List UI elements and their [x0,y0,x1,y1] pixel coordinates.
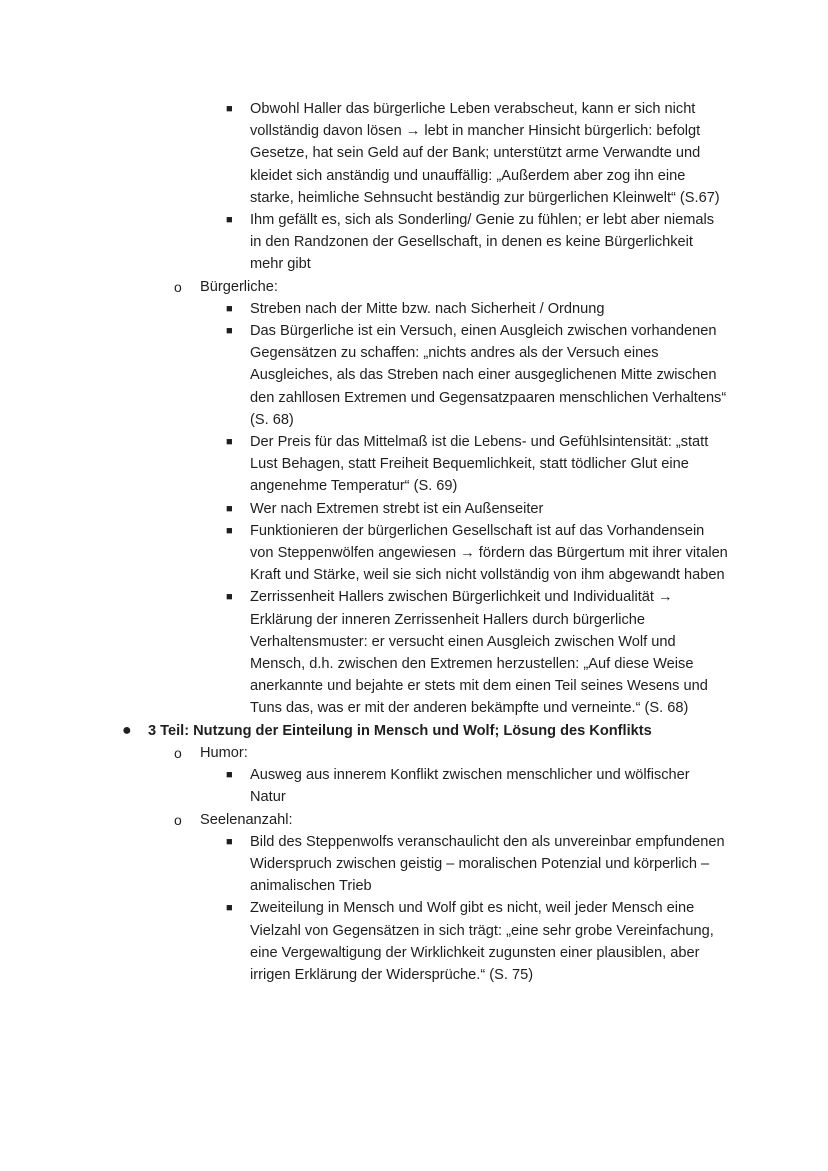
circle-bullet-icon: o [174,811,182,828]
list-item [0,831,828,898]
square-bullet-icon: ■ [226,302,233,315]
list-item [0,298,828,320]
list-item [0,498,828,520]
sublist-buergerliche [0,276,828,720]
list-item-text: Funktionieren der bürgerlichen Gesellschaft ist auf das Vorhandensein von Steppenwölfen angewiesen → fördern das Bürgertum mit ihrer vitalen Kraft und Stärke, weil sie sich nicht vollständig von ihm abgewandt haben [250,522,728,584]
square-bullet-icon: ■ [226,436,233,449]
continued-list [0,98,828,276]
buergerliche-points [0,298,828,720]
list-item-text: Ihm gefällt es, sich als Sonderling/ Genie zu fühlen; er lebt aber niemals in den Randzonen der Gesellschaft, in denen es keine Bürgerlichkeit mehr gibt [250,212,715,273]
square-bullet-icon: ■ [226,591,233,604]
part3-sublist [0,742,828,986]
round-bullet-icon: ● [122,721,132,739]
circle-bullet-icon: o [174,278,182,295]
section-part3 [0,720,828,986]
sublist-label: Bürgerliche: [200,278,278,295]
list-item [0,98,828,209]
list-item [0,764,828,808]
sublist-item-humor [0,742,828,809]
list-item [0,586,828,719]
list-item [0,209,828,276]
document-page [0,98,828,986]
square-bullet-icon: ■ [226,214,233,227]
humor-points [0,764,828,808]
sublist-item-seelenanzahl [0,809,828,987]
list-item-text: Zweiteilung in Mensch und Wolf gibt es nicht, weil jeder Mensch eine Vielzahl von Gegensätzen in sich trägt: „eine sehr grobe Vereinfachung, eine Vergewaltigung der Wirklichkeit zugunsten einer plausiblen, aber irrigen Erklärung der Widersprüche.“ (S. 75) [250,900,714,983]
list-item-text: Bild des Steppenwolfs veranschaulicht den als unvereinbar empfundenen Widerspruch zwischen geistig – moralischen Potenzial und körperlich – animalischen Trieb [250,833,725,895]
square-bullet-icon: ■ [226,769,233,782]
list-item-text: Ausweg aus innerem Konflikt zwischen menschlicher und wölfischer Natur [250,767,690,806]
list-item-text: Das Bürgerliche ist ein Versuch, einen Ausgleich zwischen vorhandenen Gegensätzen zu schaffen: „nichts andres als der Versuch eines Ausgleiches, als das Streben nach einer ausgeglichenen Mitte zwischen den zahllosen Extremen und Gegensatzpaaren menschlichen Verhaltens“ (S. 68) [250,323,727,428]
list-item [0,431,828,498]
list-item-text: Obwohl Haller das bürgerliche Leben verabscheut, kann er sich nicht vollständig davon lösen → lebt in mancher Hinsicht bürgerlich: befolgt Gesetze, hat sein Geld auf der Bank; unterstützt arme Verwandte und kleidet sich anständig und unauffällig: „Außerdem aber zog ihn eine starke, heimliche Sehnsucht beständig zur bürgerlichen Kleinwelt“ (S.67) [250,101,720,206]
list-item [0,520,828,587]
square-bullet-icon: ■ [226,524,233,537]
circle-bullet-icon: o [174,744,182,761]
square-bullet-icon: ■ [226,902,233,915]
list-item-text: Streben nach der Mitte bzw. nach Sicherheit / Ordnung [250,300,605,317]
square-bullet-icon: ■ [226,325,233,338]
sublist-item-buergerliche [0,276,828,720]
list-item [0,897,828,986]
list-item [0,320,828,431]
list-item-text: Der Preis für das Mittelmaß ist die Lebens- und Gefühlsintensität: „statt Lust Behagen, statt Freiheit Bequemlichkeit, statt tödlicher Glut eine angenehme Temperatur“ (S. 69) [250,434,709,495]
sublist-label: Humor: [200,744,248,761]
seelenanzahl-points [0,831,828,986]
sublist-label: Seelenanzahl: [200,811,293,828]
square-bullet-icon: ■ [226,103,233,115]
list-item-text: Wer nach Extremen strebt ist ein Außenseiter [250,500,544,517]
square-bullet-icon: ■ [226,835,233,848]
square-bullet-icon: ■ [226,502,233,515]
top-level-list [0,720,828,986]
section-heading: 3 Teil: Nutzung der Einteilung in Mensch und Wolf; Lösung des Konflikts [148,722,652,739]
list-item-text: Zerrissenheit Hallers zwischen Bürgerlichkeit und Individualität → Erklärung der inneren Zerrissenheit Hallers durch bürgerliche Verhaltensmuster: er versucht einen Ausgleich zwischen Wolf und Mensch, d.h. zwischen den Extremen herzustellen: „Auf diese Weise anerkannte und bejahte er stets mit dem einen Teil seines Wesens und Tuns das, was er mit der anderen bekämpfte und verneinte.“ (S. 68) [250,589,708,717]
